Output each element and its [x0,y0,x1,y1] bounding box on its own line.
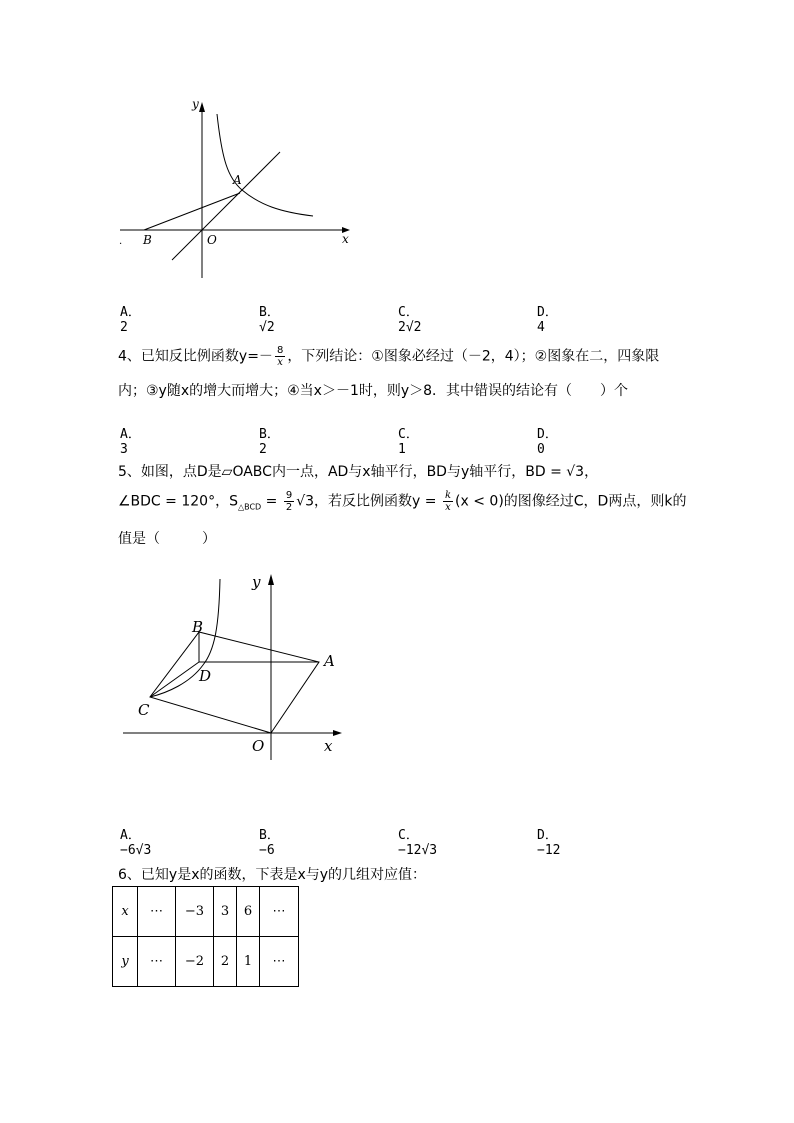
label-B: B [192,618,204,636]
table-cell: −2 [176,937,214,987]
y-axis-arrow [268,574,274,585]
q4-fraction: $\frac{8}{x}$ [276,345,284,368]
table-cell: y [113,937,138,987]
table-cell: 3 [214,887,237,937]
q5-line2: ∠BDC = 120°，$S_{\triangle BCD}$ = $\frac{9}{2}$ √3，若反比例函数y = $\frac{k}{x}$ (x < 0)的图像经过C，D两点，则k的 [118,490,687,513]
table-cell: x [113,887,138,937]
label-C: C [138,701,150,719]
q5-option-a[interactable]: A．−6√3 [120,828,152,858]
table-cell: −3 [176,887,214,937]
label-A: A [233,173,242,187]
q5-line1: 5、如图，点D是▱OABC内一点，AD与x轴平行，BD与y轴平行，BD = √3， [118,464,599,480]
table-cell: ⋯ [138,937,176,987]
line-BA [144,193,240,230]
label-y: y [192,97,199,111]
x-axis-arrow [333,730,342,736]
table-cell: 6 [237,887,260,937]
q3-option-b[interactable]: B．√2 [259,305,280,335]
label-O: O [207,233,217,247]
q5-line3: 值是（ ） [118,531,216,547]
q6-value-table [112,886,299,987]
q3-option-a[interactable]: A．2 [120,305,141,335]
q3-option-c[interactable]: C．2√2 [398,305,422,335]
table-row-x [113,887,299,937]
q5-fraction-area: $\frac{9}{2}$ [285,490,293,513]
parallelogram-OABC [150,632,319,733]
figure-1-hyperbola [110,90,360,285]
label-B: B [143,233,152,247]
label-y: y [252,573,261,591]
label-x: x [324,737,333,755]
q5-option-c[interactable]: C．−12√3 [398,828,438,858]
figure-2-parallelogram [115,565,355,760]
label-D: D [199,667,212,685]
q4-line1: 4、已知反比例函数y=－ $\frac{8}{x}$ ，下列结论：①图象必经过（－2，4）；②图象在二，四象限 [118,345,660,368]
label-A: A [324,652,335,670]
segment-CD [150,662,199,697]
y-axis-arrow [199,102,205,112]
q6-line: 6、已知y是x的函数，下表是x与y的几组对应值： [118,867,427,883]
q4-option-d[interactable]: D．0 [537,427,558,457]
q4-line2: 内；③y随x的增大而增大；④当x＞－1时，则y＞8．其中错误的结论有（ ）个 [118,383,629,399]
q5-option-b[interactable]: B．−6 [259,828,280,858]
table-row-y [113,937,299,987]
q4-option-c[interactable]: C．1 [398,427,419,457]
line-through-origin [172,152,280,260]
q4-option-b[interactable]: B．2 [259,427,280,457]
table-cell: 1 [237,937,260,987]
table-cell: 2 [214,937,237,987]
label-O: O [252,737,265,755]
q3-option-d[interactable]: D．4 [537,305,558,335]
table-cell: ⋯ [260,937,299,987]
label-x: x [342,232,349,246]
q4-option-a[interactable]: A．3 [120,427,141,457]
table-cell: ⋯ [138,887,176,937]
q5-fraction-k: $\frac{k}{x}$ [444,490,452,513]
table-cell: ⋯ [260,887,299,937]
q5-option-d[interactable]: D．−12 [537,828,561,858]
mark-dot: . [119,236,123,247]
